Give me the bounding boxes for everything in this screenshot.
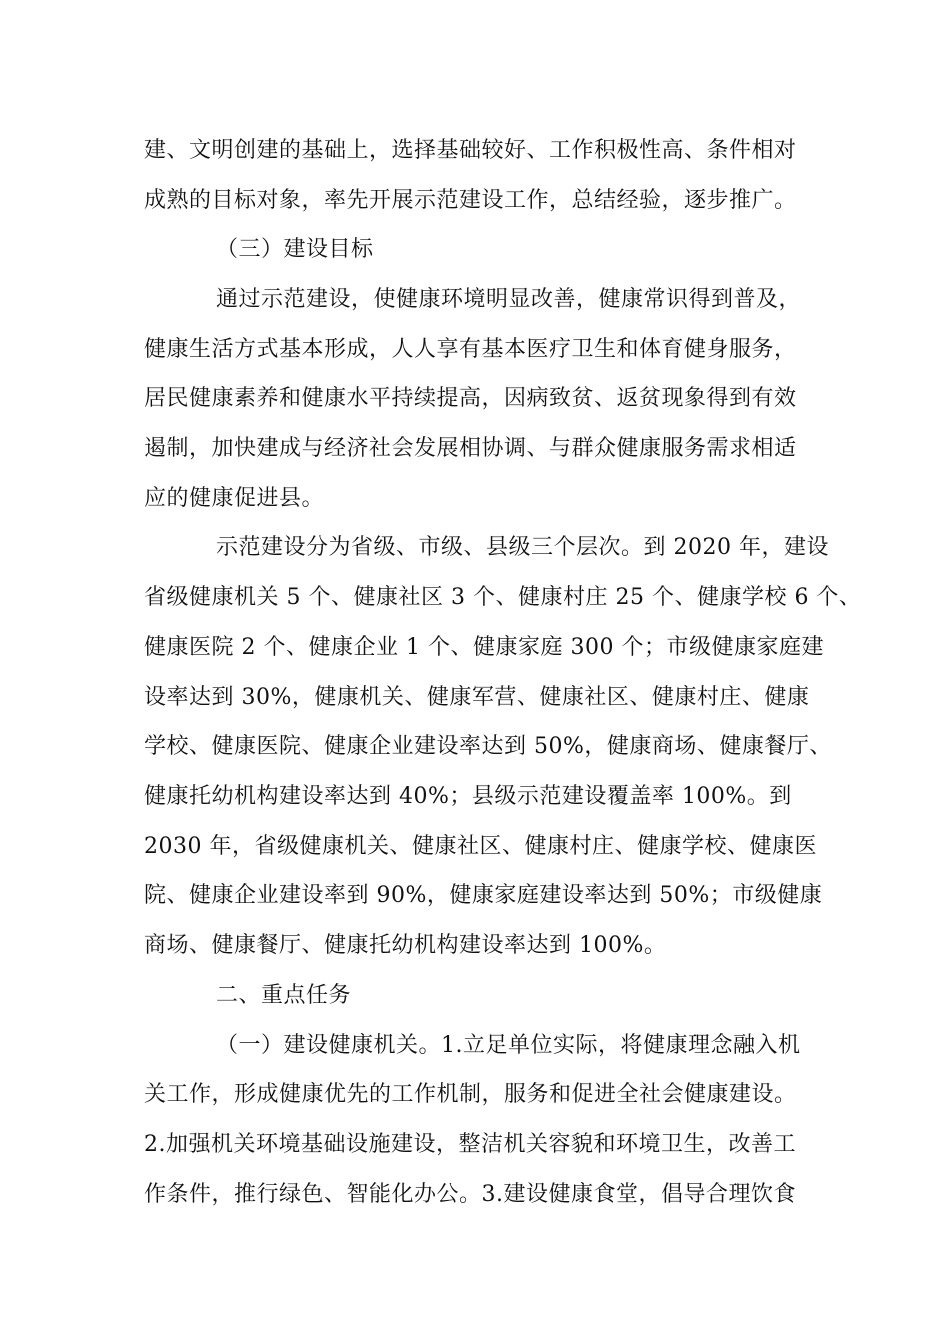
text-line: 2.加强机关环境基础设施建设，整洁机关容貌和环境卫生，改善工 [144,1132,796,1157]
text-line: 遏制，加快建成与经济社会发展相协调、与群众健康服务需求相适 [144,436,797,461]
text-line: 2030 年，省级健康机关、健康社区、健康村庄、健康学校、健康医 [144,834,817,859]
text-line: 应的健康促进县。 [144,486,325,511]
text-line: 健康医院 2 个、健康企业 1 个、健康家庭 300 个；市级健康家庭建 [144,635,824,660]
text-line: 学校、健康医院、健康企业建设率达到 50%，健康商场、健康餐厅、 [144,734,832,759]
section-heading: （三）建设目标 [216,237,374,262]
text-line: 院、健康企业建设率到 90%，健康家庭建设率达到 50%；市级健康 [144,883,823,908]
text-line: 建、文明创建的基础上，选择基础较好、工作积极性高、条件相对 [144,138,797,163]
text-line: 商场、健康餐厅、健康托幼机构建设率达到 100%。 [144,933,667,958]
paragraph-first-line: （一）建设健康机关。1.立足单位实际，将健康理念融入机 [216,1033,801,1058]
text-line: 关工作，形成健康优先的工作机制，服务和促进全社会健康建设。 [144,1082,797,1107]
text-line: 成熟的目标对象，率先开展示范建设工作，总结经验，逐步推广。 [144,188,797,213]
text-line: 省级健康机关 5 个、健康社区 3 个、健康村庄 25 个、健康学校 6 个、 [144,585,862,610]
text-line: 居民健康素养和健康水平持续提高，因病致贫、返贫现象得到有效 [144,386,797,411]
section-heading: 二、重点任务 [216,983,352,1008]
text-line: 设率达到 30%，健康机关、健康军营、健康社区、健康村庄、健康 [144,685,810,710]
paragraph-first-line: 通过示范建设，使健康环境明显改善，健康常识得到普及， [216,287,802,312]
text-line: 作条件，推行绿色、智能化办公。3.建设健康食堂，倡导合理饮食 [144,1182,796,1207]
text-line: 健康生活方式基本形成，人人享有基本医疗卫生和体育健身服务， [144,337,797,362]
paragraph-first-line: 示范建设分为省级、市级、县级三个层次。到 2020 年，建设 [216,535,829,560]
text-line: 健康托幼机构建设率达到 40%；县级示范建设覆盖率 100%。到 [144,784,792,809]
